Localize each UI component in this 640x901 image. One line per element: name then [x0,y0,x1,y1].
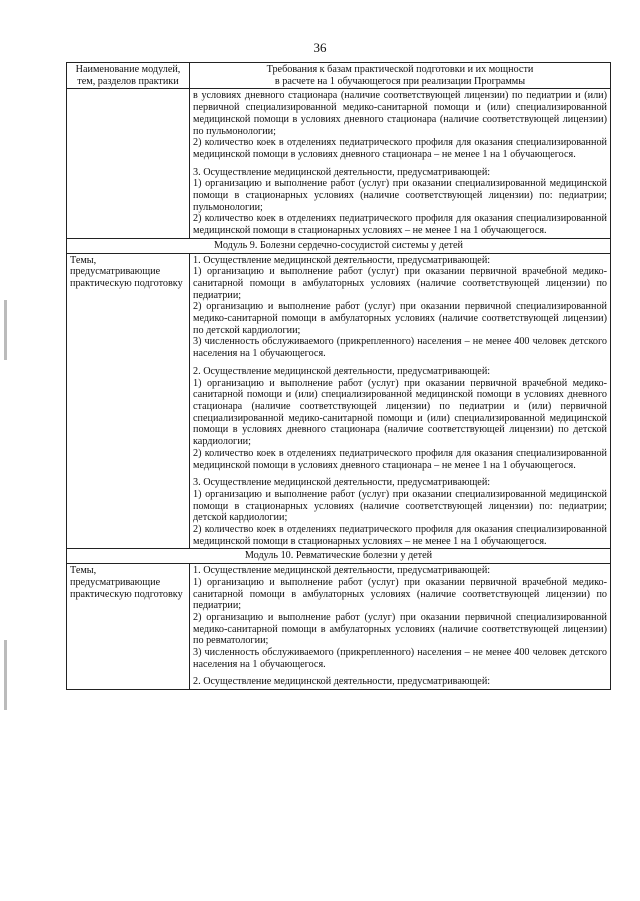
table-row [67,253,611,549]
paragraph: 3) численность обслуживаемого (прикрепленного) населения – не менее 400 человек детского населения на 1 обучающегося. [193,647,607,670]
block-title: 2. Осуществление медицинской деятельности, предусматривающей: [193,676,491,688]
table-row [67,89,611,238]
module9-requirements-cell [190,253,611,549]
table-row [67,564,611,690]
module9-left-cell: Темы, предусматривающие практическую подготовку [67,253,190,549]
paragraph: 2) количество коек в отделениях педиатрического профиля для оказания специализированной медицинской помощи в стационарных условиях – не менее 1 на 1 обучающегося. [193,213,607,237]
col2-header-line2: в расчете на 1 обучающегося при реализации Программы [274,75,526,87]
requirements-table [66,62,611,690]
page-number: 36 [313,40,327,55]
paragraph: 1) организацию и выполнение работ (услуг) при оказании первичной врачебной медико-санитарной помощи в амбулаторных условиях (наличие соответствующей лицензии) по педиатрии; [193,266,607,301]
block-title: 3. Осуществление медицинской деятельности, предусматривающей: [193,477,491,489]
block-title: 1. Осуществление медицинской деятельности, предусматривающей: [193,565,491,577]
scan-edge-mark [4,300,7,360]
block-title: 2. Осуществление медицинской деятельности, предусматривающей: [193,365,491,377]
module-title-row [67,238,611,253]
continuation-left-cell [67,89,190,238]
paragraph: 2) организацию и выполнение работ (услуг) при оказании первичной специализированной медико-санитарной помощи в амбулаторных условиях (наличие соответствующей лицензии) по детской кардиологии; [193,301,607,336]
module10-title: Модуль 10. Ревматические болезни у детей [67,549,611,564]
col2-header-line1: Требования к базам практической подготовки и их мощности [266,64,534,75]
col2-header [190,63,611,89]
paragraph: 1) организацию и выполнение работ (услуг) при оказании первичной врачебной медико-санитарной помощи в амбулаторных условиях (наличие соответствующей лицензии) по педиатрии; [193,576,607,612]
paragraph: в условиях дневного стационара (наличие соответствующей лицензии) по педиатрии и (или) первичной специализированной медико-санитарной помощи и (или) специализированной медицинской помощи в условиях дневного стационара (наличие соответствующей лицензии) по пульмонологии; [193,90,607,137]
paragraph: 2) организацию и выполнение работ (услуг) при оказании первичной специализированной медико-санитарной помощи в амбулаторных условиях (наличие соответствующей лицензии) по ревматологии; [193,611,607,647]
module10-left-cell: Темы, предусматривающие практическую подготовку [67,564,190,690]
paragraph: 1) организацию и выполнение работ (услуг) при оказании специализированной медицинской помощи в стационарных условиях (наличие соответствующей лицензии) по: педиатрии; пульмонологии; [193,178,607,213]
paragraph: 2) количество коек в отделениях педиатрического профиля для оказания специализированной медицинской помощи в условиях дневного стационара – не менее 1 на 1 обучающегося. [193,137,607,160]
paragraph: 2) количество коек в отделениях педиатрического профиля для оказания специализированной медицинской помощи в условиях дневного стационара – не менее 1 на 1 обучающегося. [193,447,607,471]
block-title: 3. Осуществление медицинской деятельности, предусматривающей: [193,166,491,178]
paragraph: 1) организацию и выполнение работ (услуг) при оказании первичной врачебной медико-санитарной помощи и (или) специализированной медицинской помощи в условиях дневного стационара (наличие соответствующей лицензии) по педиатрии и (или) первичной специализированной медико-санитарной помощи и (или) специализированной медицинской помощи в условиях дневного стационара (наличие соответствующей лицензии) по детской кардиологии; [193,377,607,448]
module10-requirements-cell [190,564,611,690]
continuation-cell [190,89,611,238]
module9-title: Модуль 9. Болезни сердечно-сосудистой системы у детей [67,238,611,253]
table-header-row [67,63,611,89]
col1-header: Наименование модулей, тем, разделов практики [67,63,190,89]
block-title: 1. Осуществление медицинской деятельности, предусматривающей: [193,254,491,266]
paragraph: 2) количество коек в отделениях педиатрического профиля для оказания специализированной медицинской помощи в стационарных условиях – не менее 1 на 1 обучающегося. [193,524,607,547]
module-title-row [67,549,611,564]
paragraph: 3) численность обслуживаемого (прикрепленного) населения – не менее 400 человек детского населения на 1 обучающегося. [193,336,607,360]
paragraph: 1) организацию и выполнение работ (услуг) при оказании специализированной медицинской помощи в стационарных условиях (наличие соответствующей лицензии) по: педиатрии; детской кардиологии; [193,488,607,524]
scan-edge-mark [4,640,7,710]
